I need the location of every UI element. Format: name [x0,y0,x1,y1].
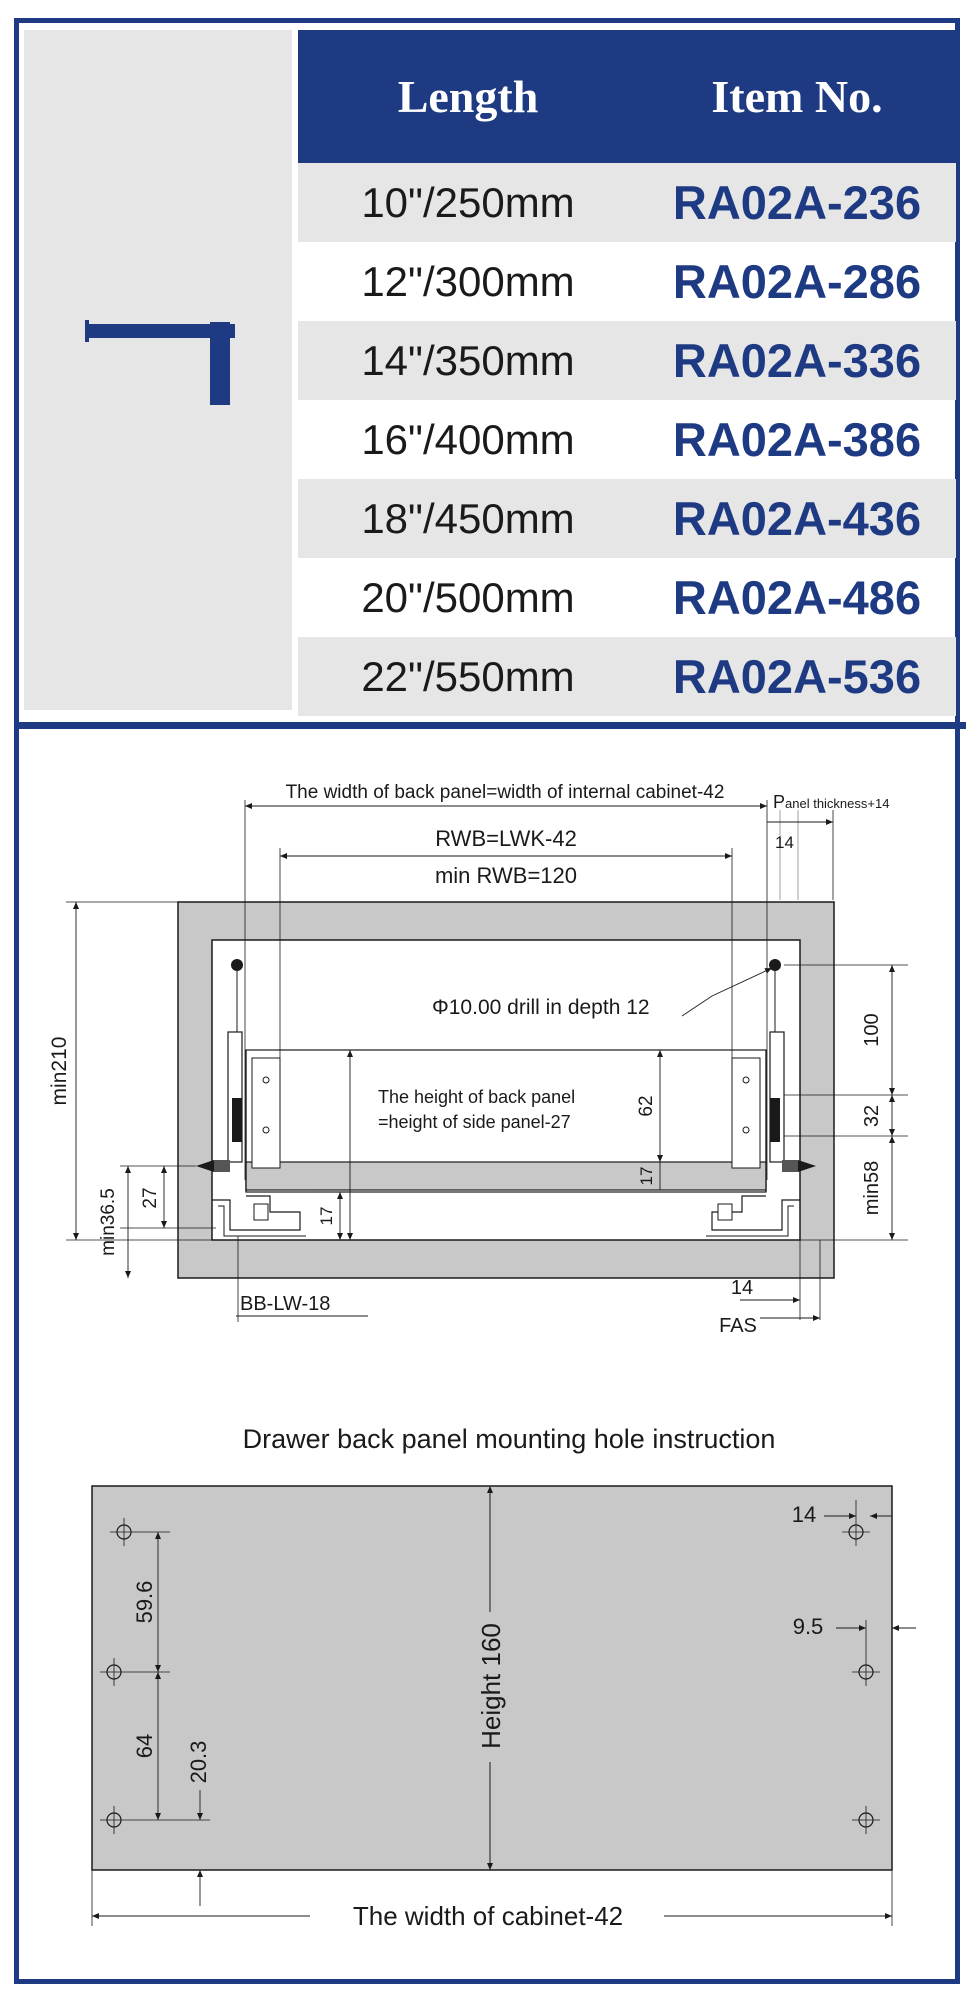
cell-item-no: RA02A-336 [672,334,922,387]
label-min-rwb: min RWB=120 [434,863,578,888]
dim-cabinet-width [92,1870,892,1931]
label-59-6: 59.6 [132,1580,157,1624]
label-height-note-1: The height of back panel [378,1087,576,1107]
label-fas: FAS [719,1315,757,1337]
label-14-mount: 14 [791,1502,817,1527]
label-62: 62 [636,1095,657,1117]
cell-item-no: RA02A-386 [672,413,922,466]
cell-length: 16"/400mm [361,415,575,463]
label-64: 64 [132,1733,157,1759]
label-drill: Φ10.00 drill in depth 12 [432,996,650,1019]
label-bb-lw: BB-LW-18 [240,1293,331,1315]
label-9-5: 9.5 [792,1614,824,1639]
label-panel-thickness: Panel thickness+14 [773,792,890,812]
cell-length: 18"/450mm [361,494,575,542]
label-height-160: Height 160 [476,1623,506,1749]
label-20-3: 20.3 [186,1740,211,1784]
cell-item-no: RA02A-286 [672,255,922,308]
header-item-no: Item No. [711,71,883,122]
label-14-bottom: 14 [730,1277,754,1299]
cell-length: 10"/250mm [361,178,575,226]
cell-item-no: RA02A-236 [672,176,922,229]
label-min36-5: min36.5 [98,1188,119,1256]
label-rwb: RWB=LWK-42 [435,826,577,851]
dim-panel-thickness [767,792,889,900]
label-32: 32 [861,1104,883,1128]
label-min210: min210 [48,1036,71,1106]
mounting-title: Drawer back panel mounting hole instruction [242,1424,776,1454]
cell-length: 12"/300mm [361,257,575,305]
label-cabinet-width: The width of cabinet-42 [352,1901,624,1931]
back-panel-plate [92,1486,892,1870]
cell-length: 14"/350mm [361,336,575,384]
cell-item-no: RA02A-486 [672,571,922,624]
label-100: 100 [861,1013,883,1047]
cell-length: 20"/500mm [361,573,575,621]
label-17-low: 17 [317,1206,336,1226]
header-length: Length [397,71,539,122]
label-back-panel-width: The width of back panel=width of internal cabinet-42 [285,782,725,803]
cell-item-no: RA02A-436 [672,492,922,545]
label-14-top: 14 [775,833,794,852]
label-height-note-2: =height of side panel-27 [378,1112,571,1132]
cell-length: 22"/550mm [361,652,575,700]
label-27: 27 [140,1187,161,1209]
label-17-mid: 17 [637,1166,656,1186]
label-min58: min58 [861,1160,883,1216]
cell-item-no: RA02A-536 [672,650,922,703]
